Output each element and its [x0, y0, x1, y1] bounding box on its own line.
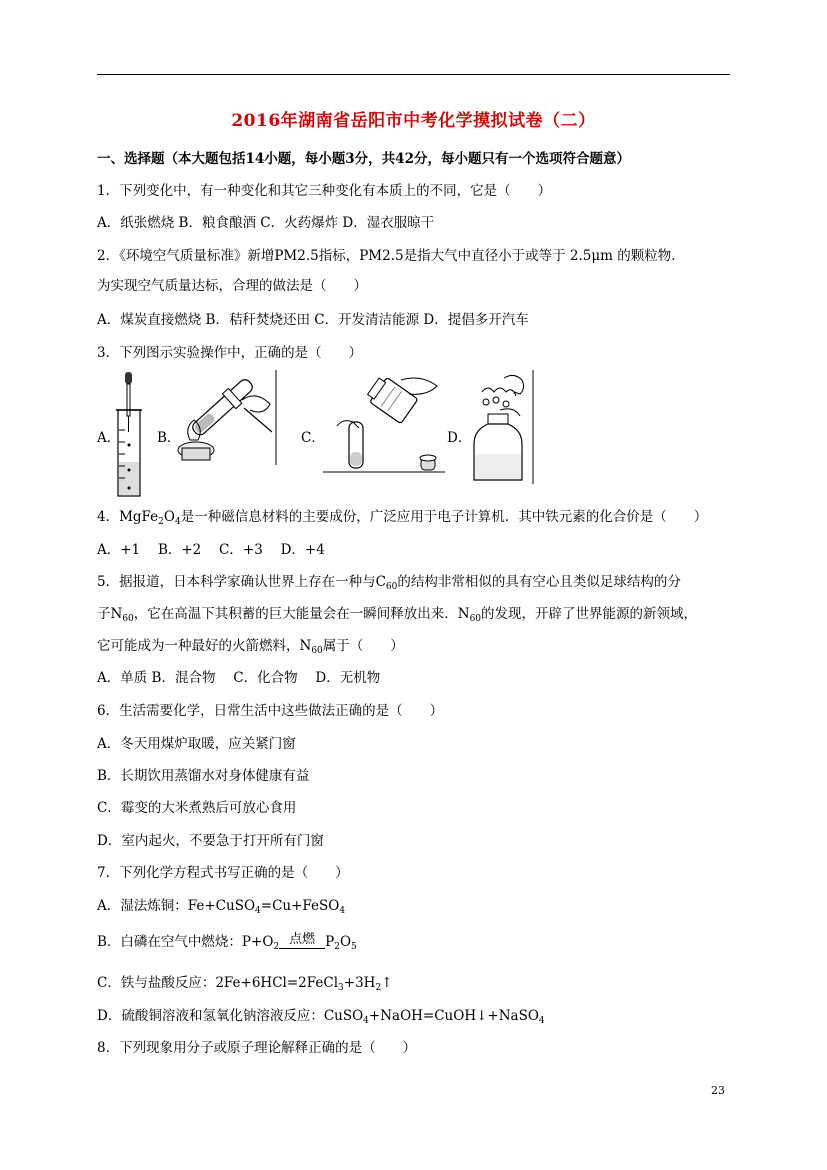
- q2-options: A．煤炭直接燃烧 B．秸秆焚烧还田 C．开发清洁能源 D．提倡多开汽车: [97, 312, 529, 328]
- q8-stem: 8．下列现象用分子或原子理论解释正确的是（ ）: [97, 1040, 417, 1056]
- pouring-liquid-figure: [323, 370, 445, 474]
- q1-stem: 1．下列变化中，有一种变化和其它三种变化有本质上的不同，它是（ ）: [97, 183, 552, 199]
- q2-stem-line1: 2．《环境空气质量标准》新增PM2.5指标，PM2.5是指大气中直径小于或等于 2.5μm 的颗粒物．: [97, 248, 685, 264]
- q1-options: A．纸张燃烧 B．粮食酿酒 C．火药爆炸 D．湿衣服晾干: [97, 215, 435, 231]
- q5-stem-line1: 5．据报道，日本科学家确认世界上存在一种与$C_{60}$的结构非常相似的具有空心且类似足球结构的分: [97, 574, 681, 592]
- q5-options: A．单质 B．混合物 C．化合物 D．无机物: [97, 670, 381, 686]
- page-number: 23: [711, 1084, 725, 1097]
- q6-option-b: B．长期饮用蒸馏水对身体健康有益: [97, 768, 310, 784]
- page-title: 2016年湖南省岳阳市中考化学摸拟试卷（二）: [231, 111, 596, 131]
- q7-option-c: C．铁与盐酸反应：$2Fe+6HCl=2FeCl_3+3H_2↑$: [97, 975, 393, 993]
- section-heading: 一、选择题（本大题包括14小题，每小题3分，共42分，每小题只有一个选项符合题意）: [97, 151, 630, 167]
- q7-option-a: A．湿法炼铜：Fe+CuSO$_4$=Cu+FeSO$_4$: [97, 898, 346, 916]
- heating-test-tube-figure: [172, 370, 284, 465]
- q7-option-d: D．硫酸铜溶液和氢氧化钠溶液反应：CuSO$_4$+NaOH=CuOH↓+NaSO$_4$: [97, 1008, 545, 1026]
- q6-option-c: C．霉变的大米煮熟后可放心食用: [97, 800, 297, 816]
- q5-stem-line3: 它可能成为一种最好的火箭燃料，$N_{60}$属于（ ）: [97, 638, 404, 656]
- q5-stem-line2: 子$N_{60}$，它在高温下其积蓄的巨大能量会在一瞬间释放出来．$N_{60}$的发现，开辟了世界能源的新领域，: [97, 606, 698, 624]
- q4-options: A．+1 B．+2 C．+3 D．+4: [97, 542, 325, 558]
- dropper-cylinder-figure: [112, 370, 148, 498]
- q7-option-b: B．白磷在空气中燃烧：$P+O_2$ 点燃 $P_2O_5$: [97, 932, 357, 952]
- q2-stem-line2: 为实现空气质量达标，合理的做法是（ ）: [97, 278, 367, 294]
- q3-option-c-label: C．: [301, 430, 325, 446]
- q6-stem: 6．生活需要化学，日常生活中这些做法正确的是（ ）: [97, 703, 444, 719]
- q3-option-a-label: A．: [97, 430, 121, 446]
- q4-stem: 4．$MgFe_2O_4$是一种磁信息材料的主要成份，广泛应用于电子计算机．其中铁元素的化合价是（ ）: [97, 509, 708, 527]
- q3-option-d-label: D．: [447, 430, 472, 446]
- q3-option-b-label: B．: [157, 430, 181, 446]
- header-rule: [97, 74, 730, 75]
- q6-option-d: D．室内起火，不要急于打开所有门窗: [97, 833, 324, 849]
- q7-stem: 7．下列化学方程式书写正确的是（ ）: [97, 865, 349, 881]
- reaction-condition: 点燃: [279, 933, 325, 949]
- q6-option-a: A．冬天用煤炉取暖，应关紧门窗: [97, 736, 296, 752]
- smelling-gas-figure: [468, 370, 534, 484]
- q3-stem: 3．下列图示实验操作中，正确的是（ ）: [97, 345, 363, 361]
